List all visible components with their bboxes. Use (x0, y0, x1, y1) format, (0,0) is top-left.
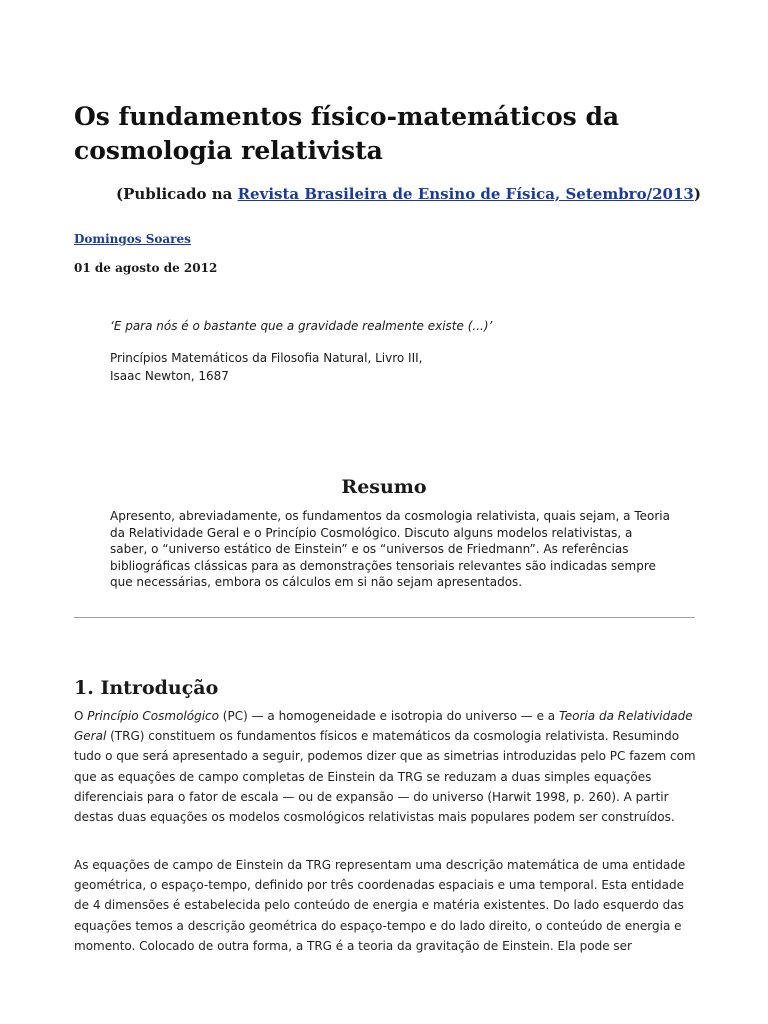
publication-prefix: (Publicado na (116, 185, 238, 203)
author-line (74, 231, 191, 247)
epigraph-source (110, 349, 423, 385)
epigraph-source-author: Isaac Newton, 1687 (110, 369, 229, 383)
publication-note (116, 183, 736, 205)
intro-p1-text-b: (PC) — a homogeneidade e isotropia do universo — e a (218, 709, 559, 723)
intro-p1-text-a: O (74, 709, 88, 723)
section-heading-introduction: 1. Introdução (74, 677, 219, 699)
intro-p1-text-c: (TRG) constituem os fundamentos físicos e matemáticos da cosmologia relativista. Resumindo tudo o que será apresentado a seguir, podemos dizer que as simetrias introduzidas pelo PC fazem com que as equações de campo completas de Einstein da TRG se reduzam a duas simples equações diferenciais para o fator de escala — ou de expansão — do universo (Harwit 1998, p. 260). A partir destas duas equações os modelos cosmológicos relativistas mais populares podem ser construídos. (74, 729, 696, 825)
author-link[interactable]: Domingos Soares (74, 232, 191, 246)
intro-paragraph-2: As equações de campo de Einstein da TRG representam uma descrição matemática de uma entidade geométrica, o espaço-tempo, definido por três coordenadas espaciais e uma temporal. Esta entidade de 4 dimensões é estabelecida pelo conteúdo de energia e matéria existentes. Do lado esquerdo das equações temos a descrição geométrica do espaço-tempo e do lado direito, o conteúdo de energia e momento. Colocado de outra forma, a TRG é a teoria da gravitação de Einstein. Ela pode ser (74, 858, 686, 953)
publication-suffix: ) (693, 185, 701, 203)
page-title: Os fundamentos físico-matemáticos da cosmologia relativista (74, 102, 620, 165)
section-divider (74, 617, 695, 618)
intro-paragraph-1 (74, 706, 696, 827)
epigraph-source-work: Princípios Matemáticos da Filosofia Natural, Livro III, (110, 351, 423, 365)
epigraph-quote: ‘E para nós é o bastante que a gravidade realmente existe (...)’ (110, 319, 493, 333)
abstract-text: Apresento, abreviadamente, os fundamentos da cosmologia relativista, quais sejam, a Teoria da Relatividade Geral e o Princípio Cosmológico. Discuto alguns modelos relativistas, a saber, o “universo estático de Einstein” e os “universos de Friedmann”. As referências bibliográficas clássicas para as demonstrações tensoriais relevantes são indicadas sempre que necessárias, embora os cálculos em si não sejam apresentados. (110, 509, 670, 589)
abstract-heading: Resumo (341, 476, 427, 498)
intro-p1-term-pc: Princípio Cosmológico (87, 709, 219, 723)
journal-link[interactable]: Revista Brasileira de Ensino de Física, Setembro/2013 (237, 185, 694, 203)
intro-p1-term-trg: Teoria da Relatividade Geral (74, 709, 693, 744)
publication-date: 01 de agosto de 2012 (74, 261, 218, 275)
